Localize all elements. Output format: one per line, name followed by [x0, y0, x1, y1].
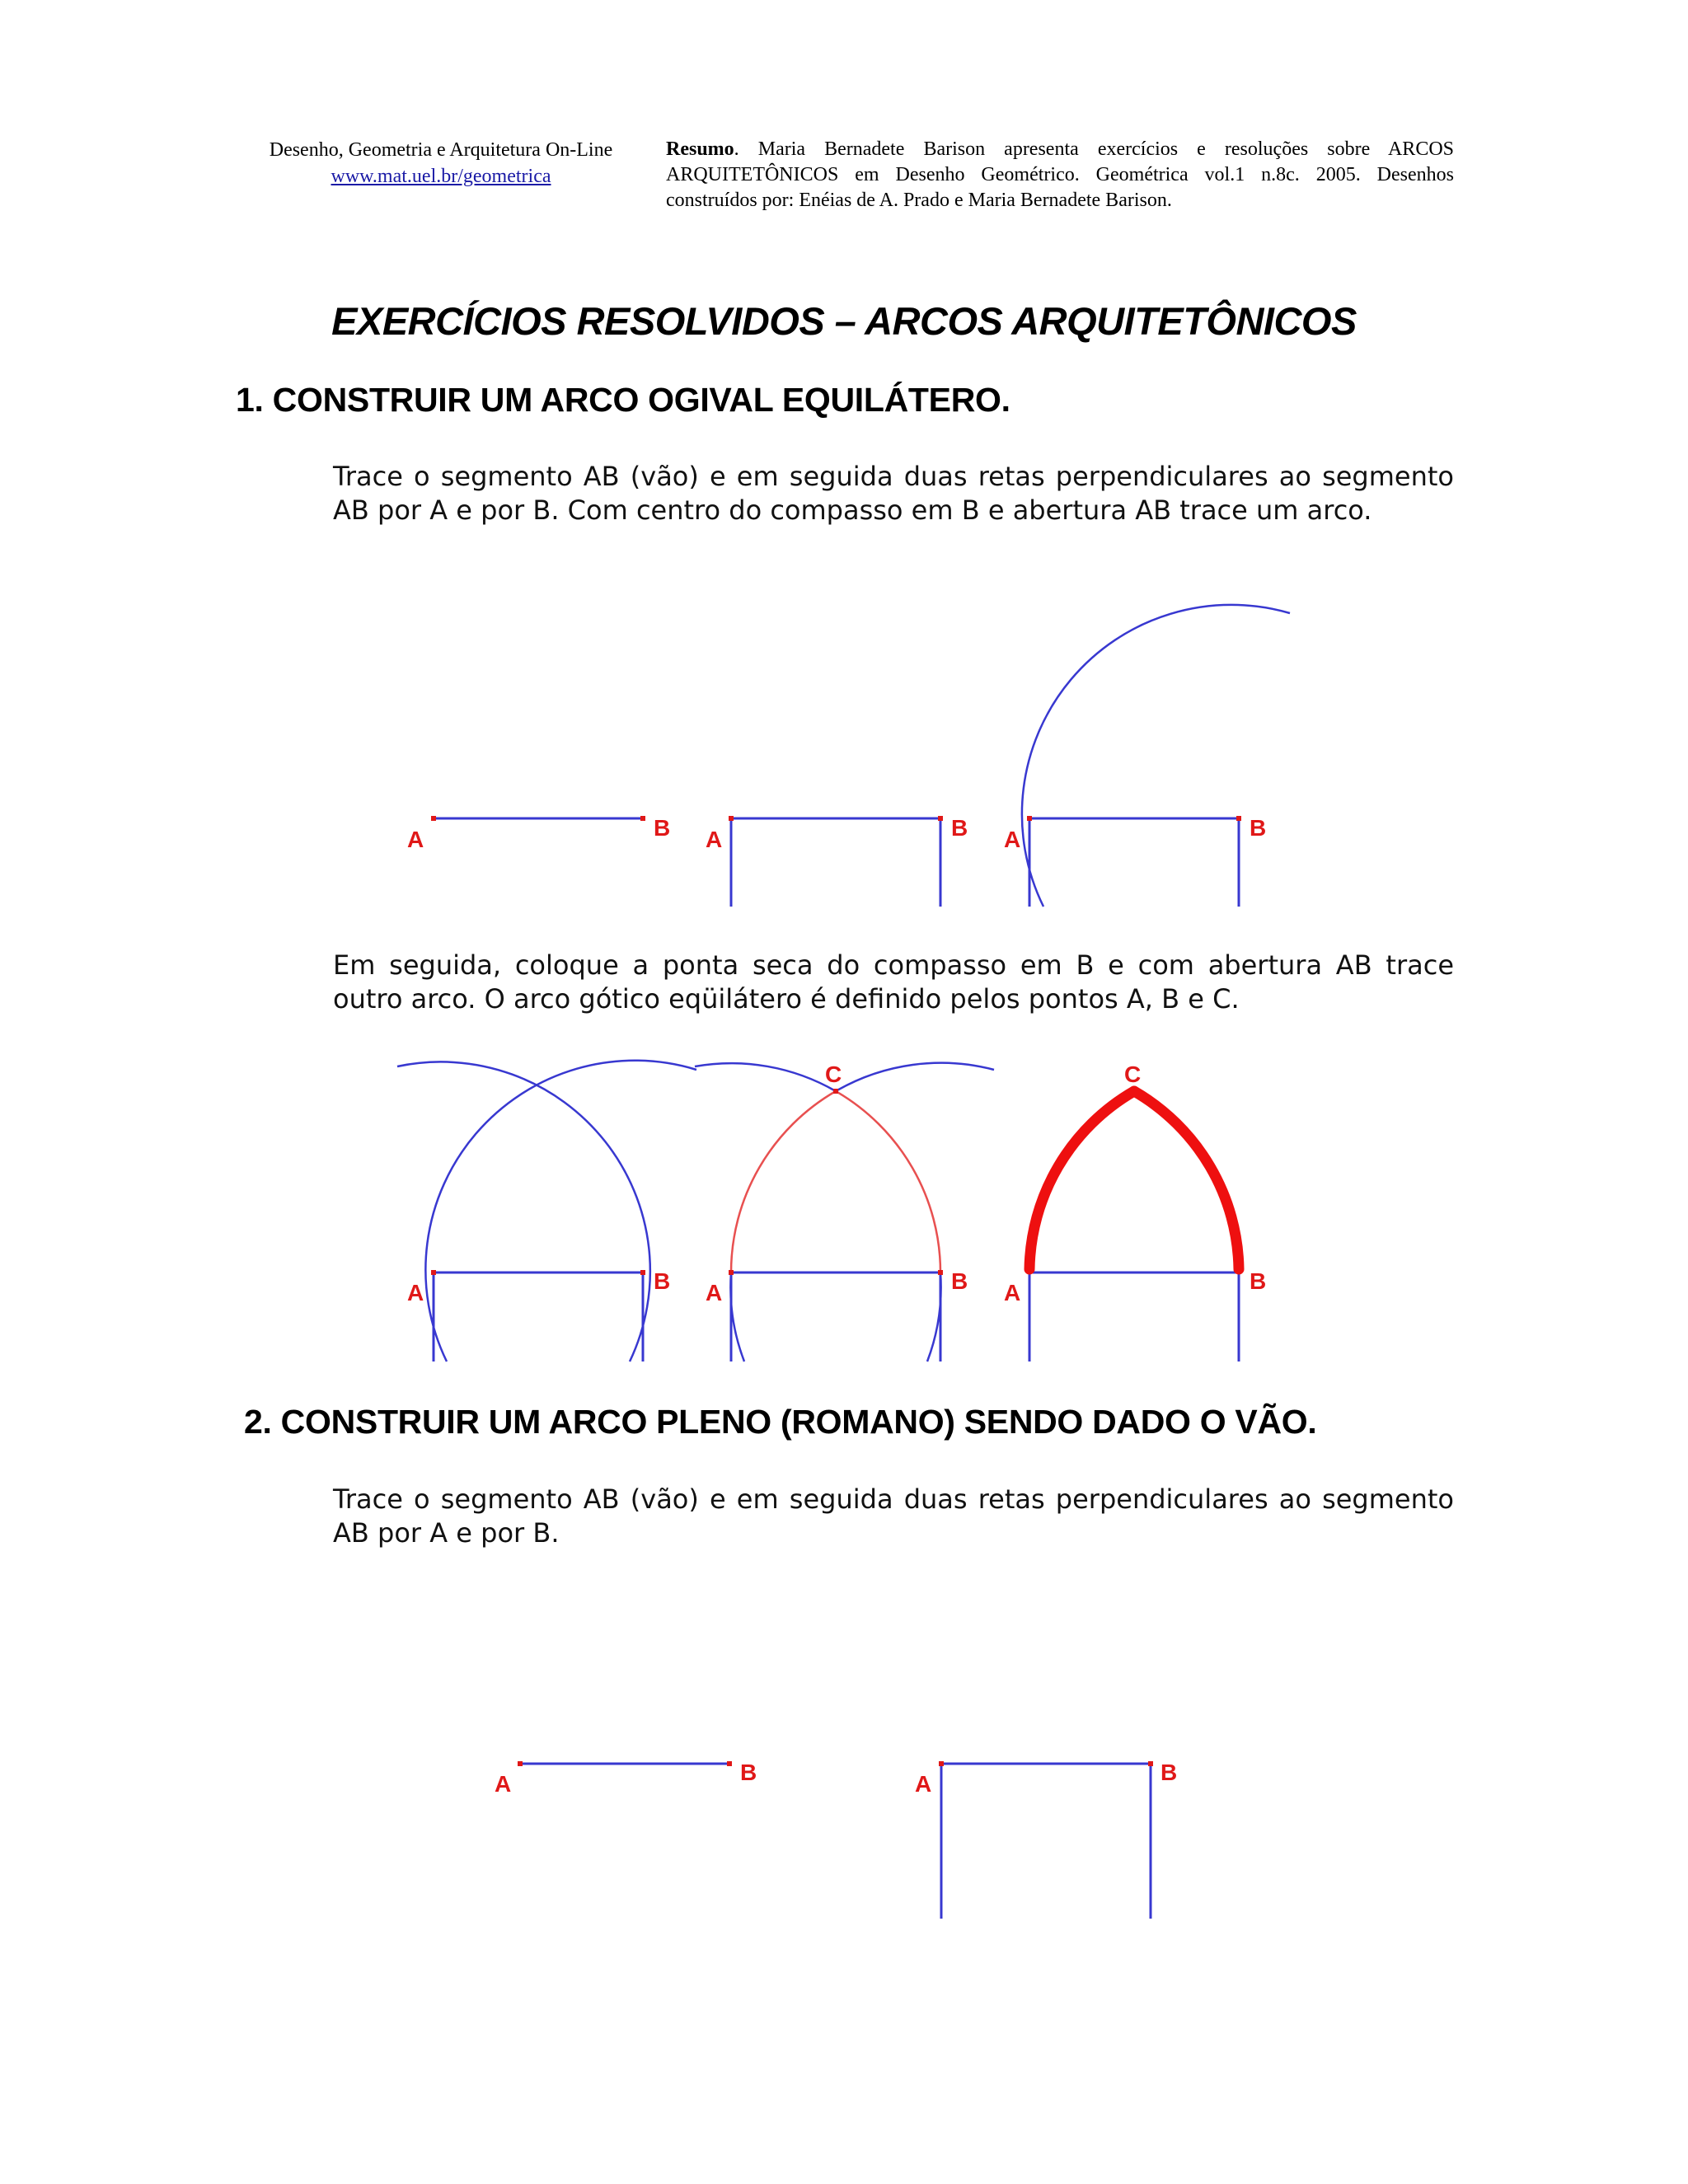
- point-b: [938, 1270, 943, 1275]
- point-b: [1236, 816, 1241, 821]
- site-link[interactable]: www.mat.uel.br/geometrica: [331, 166, 551, 187]
- label-b: B: [1250, 1268, 1267, 1294]
- point-a: [518, 1761, 523, 1766]
- figure-2-equilateral-arch: [0, 1047, 1688, 1368]
- point-a: [431, 816, 436, 821]
- label-a: A: [706, 1280, 723, 1305]
- label-b: B: [951, 815, 968, 841]
- abstract-label: Resumo: [666, 138, 734, 160]
- label-b: B: [1160, 1760, 1178, 1785]
- point-a: [1027, 816, 1032, 821]
- abstract-text: . Maria Bernadete Barison apresenta exercícios e resoluções sobre ARCOS ARQUITETÔNICOS em Desenho Geométrico. Geométrica vol.1 n.8c. 2005. Desenhos construídos por: Enéias de A. Prado e Maria Bernadete Barison.: [666, 138, 1454, 211]
- section1-paragraph-2: Em seguida, coloque a ponta seca do compasso em B e com abertura AB trace outro arco. O arco gótico eqüilátero é definido pelos pontos A, B e C.: [333, 949, 1454, 1015]
- point-b: [640, 1270, 645, 1275]
- label-b: B: [1250, 815, 1267, 841]
- label-a: A: [706, 827, 723, 852]
- point-a: [729, 816, 734, 821]
- label-a: A: [1004, 827, 1021, 852]
- label-c: C: [825, 1062, 842, 1087]
- label-b: B: [654, 1268, 671, 1294]
- point-c: [833, 1089, 838, 1094]
- label-a: A: [407, 827, 424, 852]
- compass-arc-b: [730, 1272, 744, 1361]
- compass-arc-a: [397, 1062, 650, 1361]
- compass-arc-a: [695, 1063, 836, 1091]
- point-b: [640, 816, 645, 821]
- point-b: [727, 1761, 732, 1766]
- point-a: [939, 1761, 944, 1766]
- compass-arc-b: [836, 1063, 994, 1091]
- label-a: A: [915, 1771, 932, 1797]
- point-a: [431, 1270, 436, 1275]
- label-b: B: [740, 1760, 757, 1785]
- site-name: Desenho, Geometria e Arquitetura On-Line: [269, 139, 613, 161]
- arch-side-b: [1134, 1091, 1239, 1269]
- section1-heading: 1. CONSTRUIR UM ARCO OGIVAL EQUILÁTERO.: [236, 381, 1010, 419]
- arch-side-a: [731, 1091, 836, 1272]
- label-a: A: [495, 1771, 512, 1797]
- section2-paragraph-1: Trace o segmento AB (vão) e em seguida duas retas perpendiculares ao segmento AB por A e por B.: [333, 1483, 1454, 1549]
- page-title: EXERCÍCIOS RESOLVIDOS – ARCOS ARQUITETÔNICOS: [331, 299, 1357, 343]
- label-c: C: [1124, 1062, 1142, 1087]
- figure-1-construction-steps: [0, 593, 1688, 923]
- compass-arc-a: [927, 1272, 941, 1361]
- figure-3-round-arch-steps: [0, 1731, 1688, 1945]
- point-b: [938, 816, 943, 821]
- section2-heading: 2. CONSTRUIR UM ARCO PLENO (ROMANO) SENDO DADO O VÃO.: [244, 1403, 1317, 1441]
- abstract: [666, 137, 1454, 213]
- site-header: [239, 137, 643, 190]
- arch-side-a: [1029, 1091, 1134, 1269]
- compass-arc-b: [425, 1061, 696, 1361]
- point-a: [729, 1270, 734, 1275]
- label-a: A: [1004, 1280, 1021, 1305]
- point-b: [1148, 1761, 1153, 1766]
- arch-side-b: [836, 1091, 940, 1272]
- label-b: B: [654, 815, 671, 841]
- label-a: A: [407, 1280, 424, 1305]
- compass-arc-b: [1022, 605, 1290, 907]
- section1-paragraph-1: Trace o segmento AB (vão) e em seguida duas retas perpendiculares ao segmento AB por A e por B. Com centro do compasso em B e abertura AB trace um arco.: [333, 461, 1454, 526]
- label-b: B: [951, 1268, 968, 1294]
